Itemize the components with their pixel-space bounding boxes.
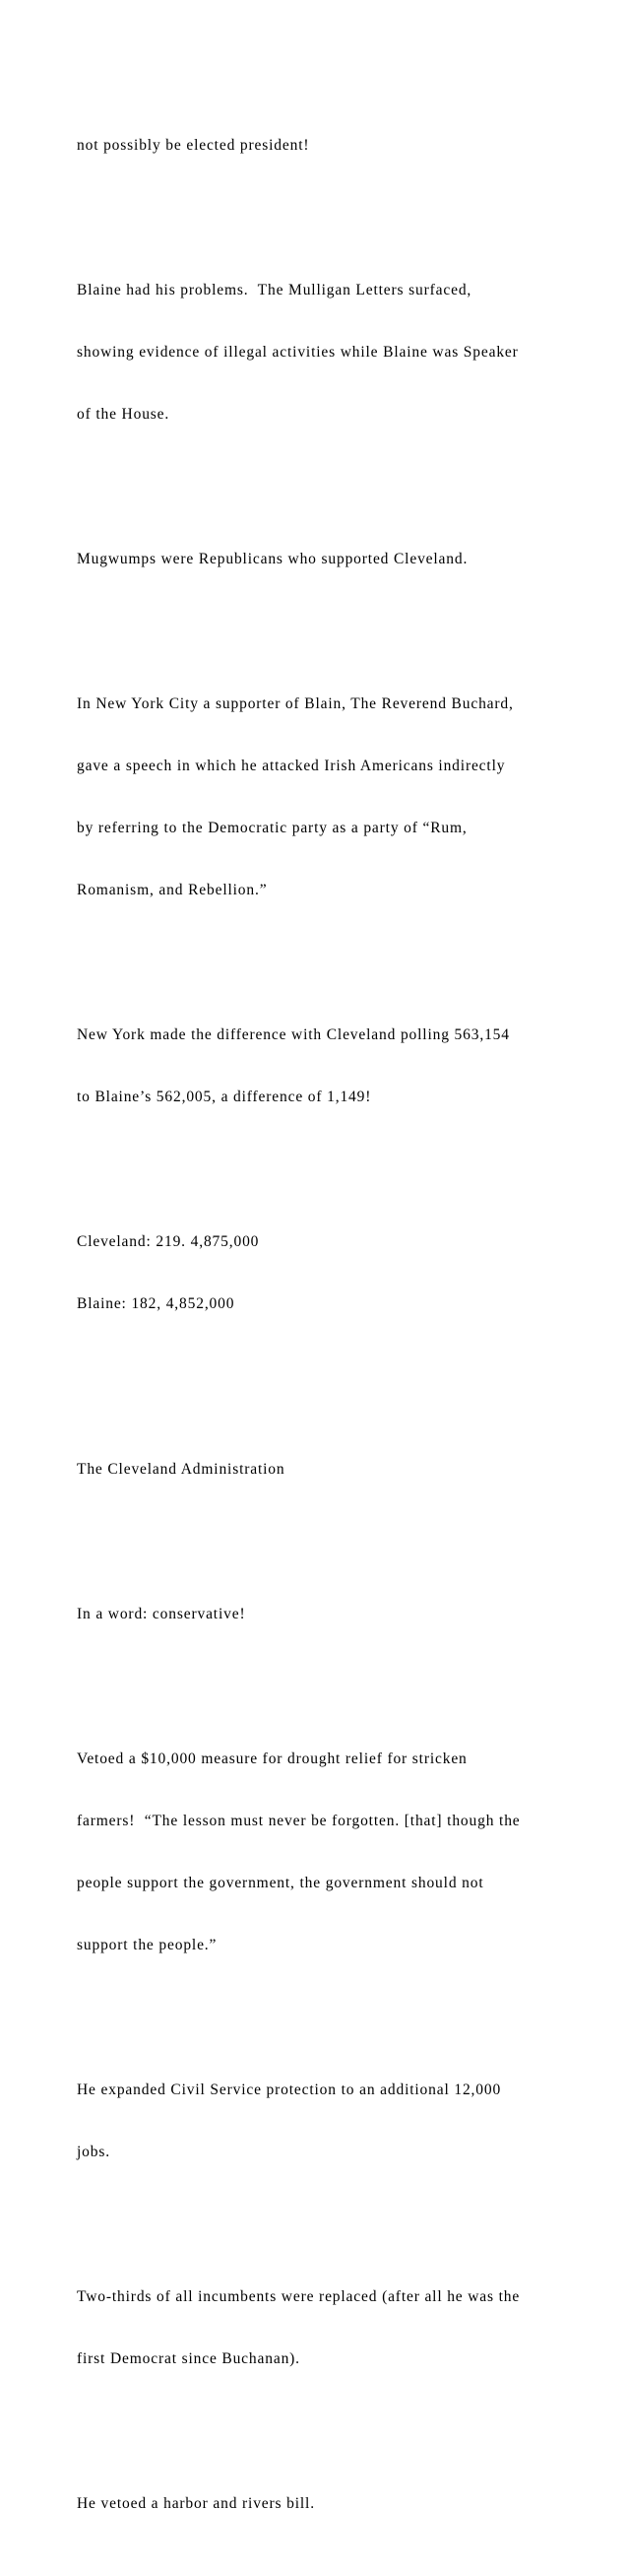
text-line: of the House. <box>77 406 170 423</box>
document-body <box>77 73 569 2576</box>
paragraph-gap <box>77 197 569 218</box>
paragraph-gap <box>77 466 569 487</box>
text-line: He vetoed a harbor and rivers bill. <box>77 2495 315 2512</box>
text-line: people support the government, the government should not <box>77 1875 484 1891</box>
paragraph-gap <box>77 611 569 631</box>
section-heading: The Cleveland Administration <box>77 1461 285 1478</box>
section-gap <box>77 1355 569 1397</box>
text-line: farmers! “The lesson must never be forgotten. [that] though the <box>77 1813 521 1829</box>
paragraph-gap <box>77 1997 569 2017</box>
text-line: In a word: conservative! <box>77 1606 246 1622</box>
text-line: by referring to the Democratic party as a party of “Rum, <box>77 820 468 836</box>
paragraph-gap <box>77 1666 569 1686</box>
text-line: Blaine: 182, 4,852,000 <box>77 1295 235 1312</box>
text-line: not possibly be elected president! <box>77 137 310 154</box>
text-line: support the people.” <box>77 1937 218 1953</box>
text-line: Blaine had his problems. The Mulligan Letters surfaced, <box>77 282 472 298</box>
paragraph-gap <box>77 2411 569 2431</box>
text-line: Two-thirds of all incumbents were replaced (after all he was the <box>77 2288 521 2305</box>
text-line: showing evidence of illegal activities while Blaine was Speaker <box>77 344 519 361</box>
paragraph-gap <box>77 1149 569 1169</box>
text-line: first Democrat since Buchanan). <box>77 2350 300 2367</box>
paragraph-gap <box>77 1521 569 1542</box>
text-line: Vetoed a $10,000 measure for drought relief for stricken <box>77 1750 468 1767</box>
text-line: gave a speech in which he attacked Irish Americans indirectly <box>77 758 506 774</box>
text-line: Cleveland: 219. 4,875,000 <box>77 1233 260 1250</box>
paragraph-gap <box>77 942 569 962</box>
text-line: New York made the difference with Cleveland polling 563,154 <box>77 1026 510 1043</box>
text-line: to Blaine’s 562,005, a difference of 1,149! <box>77 1089 372 1105</box>
text-line: jobs. <box>77 2144 110 2160</box>
text-line: In New York City a supporter of Blain, The Reverend Buchard, <box>77 695 514 712</box>
paragraph-gap <box>77 2204 569 2224</box>
text-line: He expanded Civil Service protection to an additional 12,000 <box>77 2081 502 2098</box>
text-line: Mugwumps were Republicans who supported Cleveland. <box>77 551 469 567</box>
text-line: Romanism, and Rebellion.” <box>77 882 268 898</box>
